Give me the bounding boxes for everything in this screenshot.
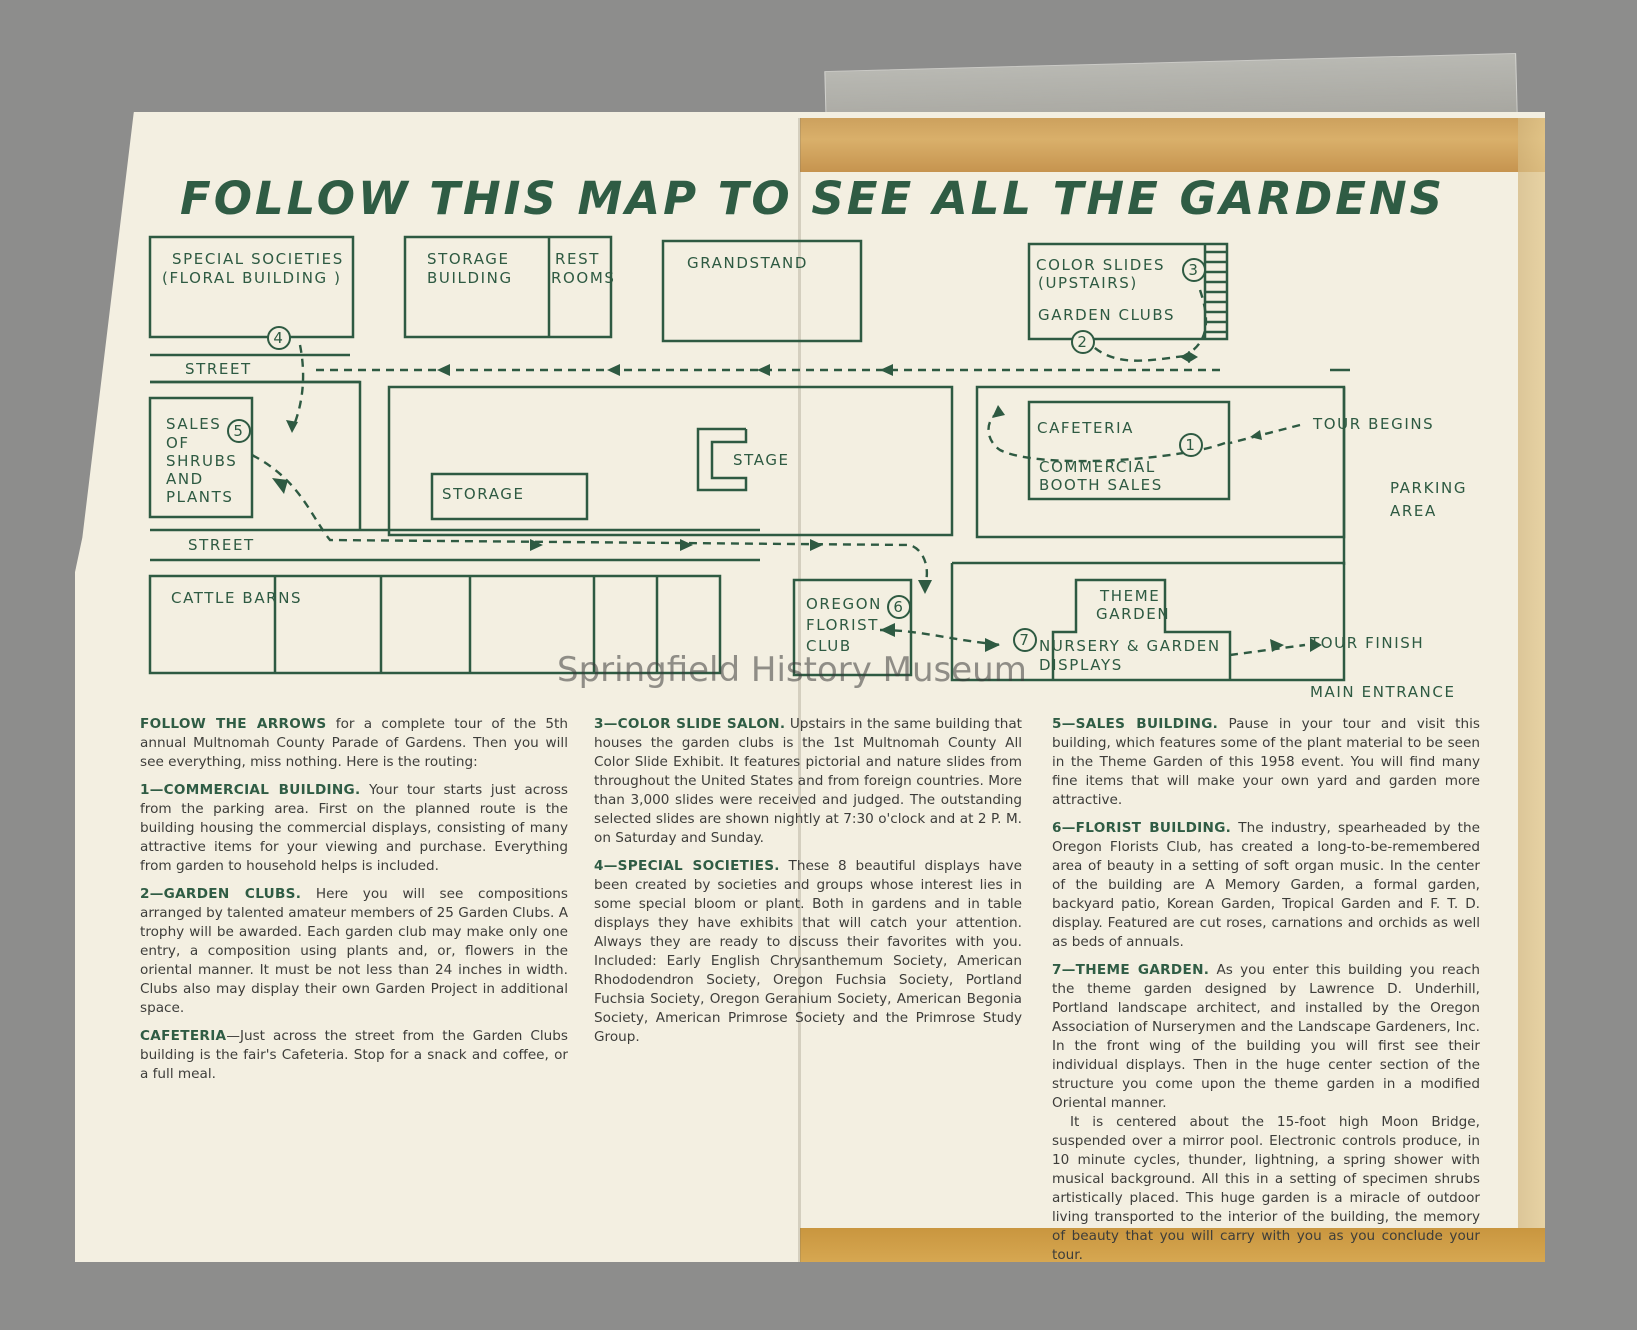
cafeteria-heading: CAFETERIA (140, 1028, 227, 1044)
route-path-2-3 (1085, 338, 1185, 361)
main-entrance-label: MAIN ENTRANCE (1310, 683, 1456, 701)
storage-building-label: BUILDING (427, 269, 513, 287)
section-2-heading: 2—GARDEN CLUBS. (140, 886, 302, 902)
stop-4-number: 4 (273, 329, 285, 347)
route-path-finish (1230, 645, 1305, 655)
arrow-head (1180, 351, 1190, 363)
route-path-4-5 (292, 345, 303, 430)
text-column-middle (594, 715, 1022, 1056)
section-6 (1052, 819, 1480, 952)
sales-label: OF (166, 434, 190, 452)
nursery-label: DISPLAYS (1039, 656, 1123, 674)
route-path-begin (1230, 425, 1300, 443)
section-3 (594, 715, 1022, 848)
section-5-heading: 5—SALES BUILDING. (1052, 716, 1219, 732)
storage-label: STORAGE (442, 485, 525, 503)
section-7 (1052, 961, 1480, 1113)
section-6-heading: 6—FLORIST BUILDING. (1052, 820, 1232, 836)
route-path-5-south (252, 455, 927, 585)
commercial-label: BOOTH SALES (1039, 476, 1163, 494)
special-societies-label: SPECIAL SOCIETIES (172, 250, 344, 268)
parking-label: PARKING (1390, 479, 1468, 497)
florist-label: OREGON (806, 595, 882, 613)
section-3-heading: 3—COLOR SLIDE SALON. (594, 716, 786, 732)
grandstand-label: GRANDSTAND (687, 254, 809, 272)
section-4 (594, 857, 1022, 1047)
intro-text: for a complete tour of the 5th annual Multnomah County Parade of Gardens. Then you will see everything, miss nothing. Here is the routing: (140, 716, 568, 770)
arrow-head (437, 364, 450, 376)
section-4-text: These 8 beautiful displays have been created by societies and groups whose interest lies in some special bloom or plant. Both in gardens and in table displays they have exhibits that will catch your attention. Always they are ready to discuss their favorites with you. Included: Early English Chrysanthemum Society, American Rhododendron Society, Oregon Fuchsia Society, Portland Fuchsia Society, Oregon Geranium Society, American Begonia Society, American Primrose Society and the Primrose Study Group. (594, 858, 1022, 1045)
commercial-label: COMMERCIAL (1039, 458, 1156, 476)
tour-finish-label: TOUR FINISH (1310, 634, 1425, 652)
stop-5-number: 5 (233, 422, 245, 440)
parking-label: AREA (1390, 502, 1437, 520)
stage-label: STAGE (733, 451, 790, 469)
section-6-text: The industry, spearheaded by the Oregon Florists Club, has created a long-to-be-remembered area of beauty in a setting of soft organ music. In the center of the building are A Memory Garden, a formal garden, backyard patio, Korean Garden, Tropical Garden and F. T. D. display. Featured are cut roses, carnations and orchids as well as beds of annuals. (1052, 820, 1480, 950)
section-7-continued: It is centered about the 15-foot high Moon Bridge, suspended over a mirror pool. Electronic controls produce, in 10 minute cycles, thunder, lightning, a spring shower with musical background. All this in a setting of specimen shrubs artistically placed. This huge garden is a miracle of outdoor living transported to the interior of the building, the memory of beauty that you will carry with you as you conclude your tour. (1052, 1114, 1480, 1263)
nursery-label: NURSERY & GARDEN (1039, 637, 1221, 655)
arrow-head (286, 420, 298, 433)
arrow-head (680, 539, 693, 551)
route-path-3-2 (1180, 290, 1206, 358)
stop-6-number: 6 (893, 598, 905, 616)
sales-label: SHRUBS (166, 452, 238, 470)
florist-label: CLUB (806, 637, 852, 655)
stop-3-number: 3 (1188, 261, 1200, 279)
section-7-heading: 7—THEME GARDEN. (1052, 962, 1210, 978)
section-1 (140, 781, 568, 876)
arrow-head (607, 364, 620, 376)
arrow-head (810, 539, 823, 551)
museum-watermark: Springfield History Museum (557, 650, 1027, 690)
special-societies-label: (FLORAL BUILDING ) (162, 269, 342, 287)
storage-building-label: STORAGE (427, 250, 510, 268)
section-5-text: Pause in your tour and visit this building, which features some of the plant material to be seen in the Theme Garden of this 1958 event. You will find many fine items that will make your own yard and garden more attractive. (1052, 716, 1480, 808)
center-block (389, 387, 952, 535)
section-2 (140, 885, 568, 1018)
theme-garden-label: GARDEN (1096, 605, 1171, 623)
route-path-6-7 (880, 630, 1002, 645)
arrow-head (918, 580, 932, 594)
arrow-head (1250, 430, 1262, 440)
tour-begins-label: TOUR BEGINS (1313, 415, 1435, 433)
section-1-heading: 1—COMMERCIAL BUILDING. (140, 782, 361, 798)
color-slides-label: COLOR SLIDES (1036, 256, 1166, 274)
intro-paragraph (140, 715, 568, 772)
cafeteria-section (140, 1027, 568, 1084)
florist-label: FLORIST (806, 616, 879, 634)
street-label: STREET (188, 536, 255, 554)
intro-heading: FOLLOW THE ARROWS (140, 716, 327, 732)
arrow-head (880, 623, 895, 637)
stop-1-number: 1 (1185, 436, 1197, 454)
arrow-head (757, 364, 770, 376)
commercial-building (977, 387, 1344, 537)
arrow-head (272, 478, 288, 494)
stop-2-number: 2 (1077, 333, 1089, 351)
theme-garden-label: THEME (1100, 587, 1161, 605)
section-4-heading: 4—SPECIAL SOCIETIES. (594, 858, 780, 874)
street-label: STREET (185, 360, 252, 378)
section-5 (1052, 715, 1480, 810)
arrow-head (880, 364, 893, 376)
arrow-head (992, 405, 1005, 418)
cafeteria-label: CAFETERIA (1037, 419, 1134, 437)
cafeteria-text: —Just across the street from the Garden Clubs building is the fair's Cafeteria. Stop for a snack and coffee, or a full meal. (140, 1028, 568, 1082)
section-2-text: Here you will see compositions arranged by talented amateur members of 25 Garden Clubs. A trophy will be awarded. Each garden club may make only one entry, a composition using plants and, or, flowers in the oriental manner. It must be not less than 24 inches in width. Clubs also may display their own Garden Project in additional space. (140, 886, 568, 1016)
sales-label: PLANTS (166, 488, 234, 506)
section-1-text: Your tour starts just across from the parking area. First on the planned route is the building housing the commercial displays, consisting of many attractive items for your viewing and purchase. Everything from garden to household helps is included. (140, 782, 568, 874)
page-title: FOLLOW THIS MAP TO SEE ALL THE GARDENS (180, 172, 1446, 225)
section-7-text: As you enter this building you reach the theme garden designed by Lawrence D. Underhill, Portland landscape architect, and installed by the Oregon Association of Nurserymen and the Landscape Gardeners, Inc. In the front wing of the building you will first see their individual displays. Then in the huge center section of the structure you come upon the theme garden in a modified Oriental manner. (1052, 962, 1480, 1111)
stop-7-number: 7 (1019, 631, 1031, 649)
rest-rooms-label: REST (555, 250, 600, 268)
sales-label: SALES (166, 415, 222, 433)
section-3-text: Upstairs in the same building that houses the garden clubs is the 1st Multnomah County All Color Slide Exhibit. It features pictorial and nature slides from throughout the United States and from foreign countries. More than 3,000 slides were received and judged. The outstanding selected slides are shown nightly at 7:30 o'clock and at 2 P. M. on Saturday and Sunday. (594, 716, 1023, 846)
color-slides-label: (UPSTAIRS) (1038, 274, 1138, 292)
text-column-right (1052, 715, 1480, 1274)
arrow-head (1270, 639, 1284, 652)
sales-label: AND (166, 470, 204, 488)
text-column-left (140, 715, 568, 1093)
rest-rooms-label: ROOMS (551, 269, 616, 287)
garden-clubs-label: GARDEN CLUBS (1038, 306, 1176, 324)
cattle-barns-label: CATTLE BARNS (171, 589, 303, 607)
